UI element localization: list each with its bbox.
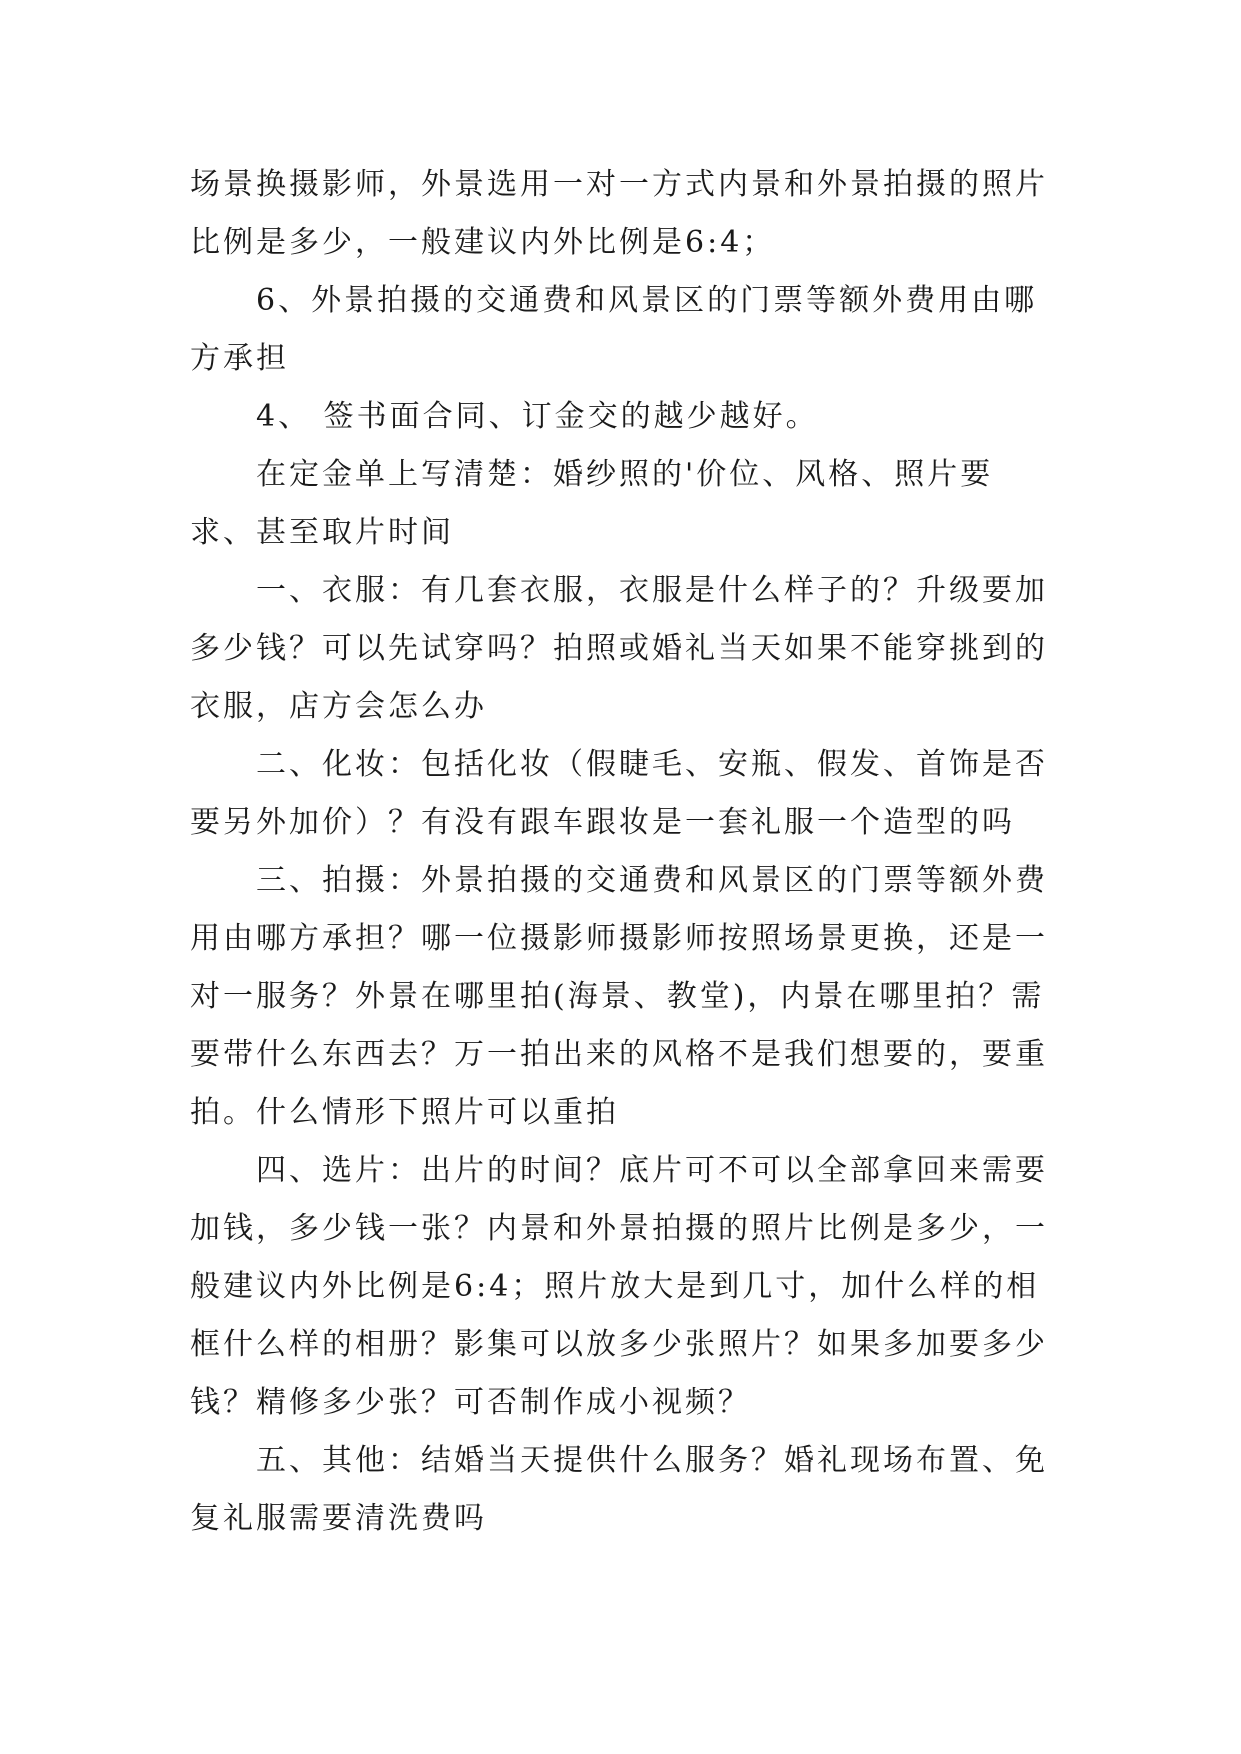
paragraph-1: 场景换摄影师，外景选用一对一方式内景和外景拍摄的照片比例是多少，一般建议内外比例是6:4； — [190, 167, 1048, 260]
paragraph-2: 6、外景拍摄的交通费和风景区的门票等额外费用由哪方承担 — [190, 283, 1038, 376]
document-body — [190, 156, 1050, 1548]
paragraph-5: 一、衣服：有几套衣服，衣服是什么样子的？升级要加多少钱？可以先试穿吗？拍照或婚礼当天如果不能穿挑到的衣服，店方会怎么办 — [190, 573, 1048, 724]
paragraph-3: 4、 签书面合同、订金交的越少越好。 — [256, 399, 819, 434]
paragraph-8: 四、选片：出片的时间？底片可不可以全部拿回来需要加钱，多少钱一张？内景和外景拍摄的照片比例是多少，一般建议内外比例是6:4；照片放大是到几寸，加什么样的相框什么样的相册？影集可以放多少张照片？如果多加要多少钱？精修多少张？可否制作成小视频？ — [190, 1153, 1048, 1420]
paragraph-4: 在定金单上写清楚：婚纱照的'价位、风格、照片要求、甚至取片时间 — [190, 457, 994, 550]
paragraph-6: 二、化妆：包括化妆（假睫毛、安瓶、假发、首饰是否要另外加价）？有没有跟车跟妆是一套礼服一个造型的吗 — [190, 747, 1048, 840]
paragraph-9: 五、其他：结婚当天提供什么服务？婚礼现场布置、免复礼服需要清洗费吗 — [190, 1443, 1048, 1536]
paragraph-7: 三、拍摄：外景拍摄的交通费和风景区的门票等额外费用由哪方承担？哪一位摄影师摄影师按照场景更换，还是一对一服务？外景在哪里拍(海景、教堂)，内景在哪里拍？需要带什么东西去？万一拍出来的风格不是我们想要的，要重拍。什么情形下照片可以重拍 — [190, 863, 1048, 1130]
